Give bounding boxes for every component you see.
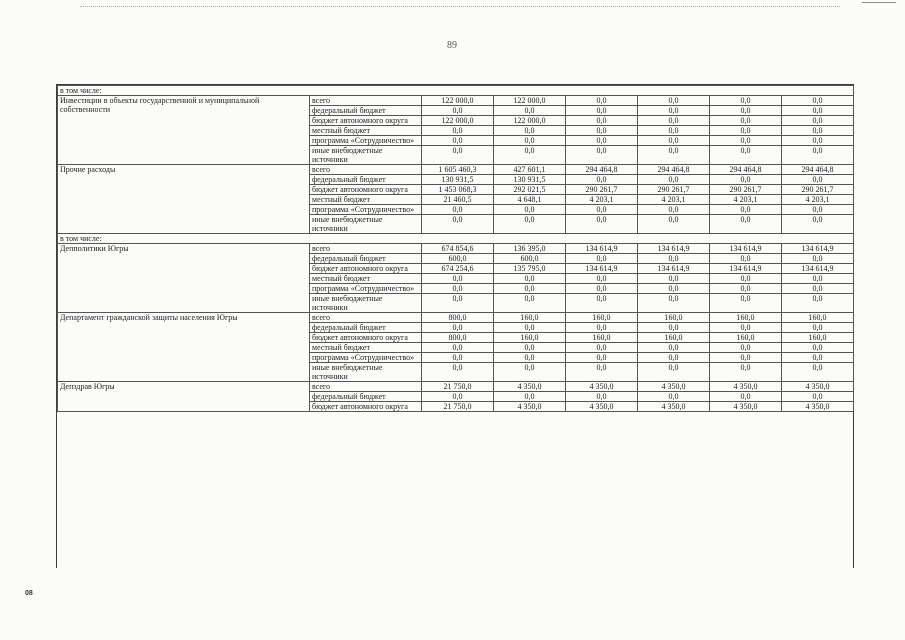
funding-source-cell: федеральный бюджет — [310, 254, 422, 264]
funding-source-cell: всего — [310, 96, 422, 106]
value-cell: 0,0 — [494, 215, 566, 234]
value-cell: 0,0 — [782, 343, 854, 353]
value-cell: 4 203,1 — [710, 195, 782, 205]
funding-source-cell: бюджет автономного округа — [310, 185, 422, 195]
value-cell: 0,0 — [494, 106, 566, 116]
value-cell: 0,0 — [566, 205, 638, 215]
value-cell: 0,0 — [566, 392, 638, 402]
value-cell: 800,0 — [422, 333, 494, 343]
value-cell: 4 350,0 — [566, 402, 638, 412]
value-cell: 294 464,8 — [782, 165, 854, 175]
value-cell: 0,0 — [710, 215, 782, 234]
document-table-frame — [56, 84, 854, 568]
value-cell: 0,0 — [710, 392, 782, 402]
value-cell: 0,0 — [710, 175, 782, 185]
value-cell: 0,0 — [638, 392, 710, 402]
table-row — [58, 165, 854, 175]
value-cell: 0,0 — [494, 136, 566, 146]
value-cell: 134 614,9 — [710, 264, 782, 274]
value-cell: 0,0 — [710, 106, 782, 116]
value-cell: 0,0 — [566, 136, 638, 146]
value-cell: 122 000,0 — [494, 116, 566, 126]
value-cell: 674 854,6 — [422, 244, 494, 254]
value-cell: 0,0 — [638, 116, 710, 126]
value-cell: 1 453 068,3 — [422, 185, 494, 195]
value-cell: 0,0 — [422, 126, 494, 136]
value-cell: 134 614,9 — [782, 244, 854, 254]
value-cell: 0,0 — [638, 363, 710, 382]
value-cell: 21 750,0 — [422, 382, 494, 392]
value-cell: 0,0 — [566, 146, 638, 165]
value-cell: 4 203,1 — [782, 195, 854, 205]
value-cell: 4 350,0 — [494, 382, 566, 392]
value-cell: 134 614,9 — [638, 244, 710, 254]
funding-source-cell: всего — [310, 165, 422, 175]
value-cell: 130 931,5 — [422, 175, 494, 185]
value-cell: 0,0 — [782, 126, 854, 136]
value-cell: 0,0 — [494, 205, 566, 215]
value-cell: 0,0 — [782, 392, 854, 402]
value-cell: 0,0 — [782, 323, 854, 333]
value-cell: 160,0 — [566, 313, 638, 323]
value-cell: 0,0 — [782, 146, 854, 165]
value-cell: 290 261,7 — [566, 185, 638, 195]
value-cell: 294 464,8 — [566, 165, 638, 175]
value-cell: 0,0 — [782, 205, 854, 215]
value-cell: 294 464,8 — [638, 165, 710, 175]
value-cell: 160,0 — [494, 333, 566, 343]
table-row — [58, 382, 854, 392]
value-cell: 0,0 — [422, 106, 494, 116]
value-cell: 0,0 — [782, 116, 854, 126]
value-cell: 0,0 — [638, 215, 710, 234]
value-cell: 0,0 — [422, 215, 494, 234]
value-cell: 0,0 — [422, 284, 494, 294]
value-cell: 4 350,0 — [566, 382, 638, 392]
value-cell: 0,0 — [494, 294, 566, 313]
value-cell: 160,0 — [710, 333, 782, 343]
value-cell: 0,0 — [710, 205, 782, 215]
funding-source-cell: иные внебюджетные источники — [310, 294, 422, 313]
value-cell: 4 350,0 — [638, 402, 710, 412]
value-cell: 0,0 — [422, 136, 494, 146]
value-cell: 0,0 — [566, 106, 638, 116]
value-cell: 0,0 — [638, 274, 710, 284]
value-cell: 0,0 — [638, 146, 710, 165]
value-cell: 4 350,0 — [782, 382, 854, 392]
value-cell: 0,0 — [710, 274, 782, 284]
program-name-cell: Депздрав Югры — [58, 382, 310, 412]
value-cell: 0,0 — [566, 274, 638, 284]
value-cell: 0,0 — [782, 96, 854, 106]
value-cell: 134 614,9 — [638, 264, 710, 274]
funding-source-cell: программа «Сотрудничество» — [310, 136, 422, 146]
value-cell: 4 350,0 — [494, 402, 566, 412]
value-cell: 4 203,1 — [638, 195, 710, 205]
value-cell: 0,0 — [494, 146, 566, 165]
funding-source-cell: программа «Сотрудничество» — [310, 284, 422, 294]
value-cell: 134 614,9 — [566, 244, 638, 254]
value-cell: 4 350,0 — [638, 382, 710, 392]
funding-source-cell: федеральный бюджет — [310, 175, 422, 185]
value-cell: 4 203,1 — [566, 195, 638, 205]
value-cell: 1 605 460,3 — [422, 165, 494, 175]
value-cell: 0,0 — [782, 215, 854, 234]
value-cell: 0,0 — [494, 343, 566, 353]
funding-source-cell: бюджет автономного округа — [310, 402, 422, 412]
value-cell: 0,0 — [422, 343, 494, 353]
funding-source-cell: федеральный бюджет — [310, 323, 422, 333]
funding-source-cell: бюджет автономного округа — [310, 264, 422, 274]
funding-source-cell: программа «Сотрудничество» — [310, 353, 422, 363]
value-cell: 0,0 — [638, 343, 710, 353]
value-cell: 136 395,0 — [494, 244, 566, 254]
value-cell: 0,0 — [710, 294, 782, 313]
budget-table-body — [58, 86, 854, 412]
value-cell: 130 931,5 — [494, 175, 566, 185]
value-cell: 0,0 — [710, 116, 782, 126]
value-cell: 0,0 — [710, 363, 782, 382]
value-cell: 0,0 — [782, 254, 854, 264]
value-cell: 0,0 — [638, 294, 710, 313]
value-cell: 0,0 — [494, 353, 566, 363]
value-cell: 0,0 — [494, 126, 566, 136]
value-cell: 160,0 — [782, 313, 854, 323]
funding-source-cell: местный бюджет — [310, 274, 422, 284]
value-cell: 160,0 — [494, 313, 566, 323]
value-cell: 4 350,0 — [782, 402, 854, 412]
value-cell: 4 350,0 — [710, 402, 782, 412]
value-cell: 600,0 — [422, 254, 494, 264]
value-cell: 0,0 — [710, 136, 782, 146]
value-cell: 0,0 — [638, 126, 710, 136]
value-cell: 0,0 — [494, 284, 566, 294]
value-cell: 0,0 — [638, 136, 710, 146]
value-cell: 0,0 — [710, 146, 782, 165]
value-cell: 0,0 — [566, 254, 638, 264]
value-cell: 0,0 — [566, 96, 638, 106]
value-cell: 290 261,7 — [782, 185, 854, 195]
value-cell: 0,0 — [638, 323, 710, 333]
value-cell: 0,0 — [566, 363, 638, 382]
value-cell: 160,0 — [782, 333, 854, 343]
value-cell: 674 254,6 — [422, 264, 494, 274]
budget-table — [57, 85, 854, 412]
table-row — [58, 313, 854, 323]
program-name-cell: Департамент гражданской защиты населения Югры — [58, 313, 310, 382]
table-row — [58, 244, 854, 254]
value-cell: 0,0 — [422, 392, 494, 402]
value-cell: 600,0 — [494, 254, 566, 264]
value-cell: 294 464,8 — [710, 165, 782, 175]
corner-mark — [862, 2, 896, 3]
value-cell: 122 000,0 — [422, 96, 494, 106]
funding-source-cell: иные внебюджетные источники — [310, 363, 422, 382]
in-total-row — [58, 234, 854, 244]
value-cell: 0,0 — [422, 294, 494, 313]
value-cell: 135 795,0 — [494, 264, 566, 274]
value-cell: 21 750,0 — [422, 402, 494, 412]
value-cell: 122 000,0 — [422, 116, 494, 126]
value-cell: 160,0 — [638, 333, 710, 343]
value-cell: 0,0 — [638, 96, 710, 106]
funding-source-cell: всего — [310, 244, 422, 254]
value-cell: 0,0 — [782, 175, 854, 185]
value-cell: 134 614,9 — [782, 264, 854, 274]
funding-source-cell: иные внебюджетные источники — [310, 215, 422, 234]
value-cell: 0,0 — [566, 175, 638, 185]
value-cell: 0,0 — [782, 363, 854, 382]
program-name-cell: Депполитики Югры — [58, 244, 310, 313]
in-total-label: в том числе: — [58, 86, 854, 96]
value-cell: 122 000,0 — [494, 96, 566, 106]
value-cell: 0,0 — [638, 175, 710, 185]
value-cell: 0,0 — [782, 274, 854, 284]
value-cell: 4 648,1 — [494, 195, 566, 205]
value-cell: 0,0 — [710, 343, 782, 353]
value-cell: 0,0 — [422, 146, 494, 165]
value-cell: 290 261,7 — [710, 185, 782, 195]
funding-source-cell: бюджет автономного округа — [310, 116, 422, 126]
funding-source-cell: иные внебюджетные источники — [310, 146, 422, 165]
table-row — [58, 96, 854, 106]
value-cell: 0,0 — [422, 323, 494, 333]
value-cell: 0,0 — [638, 254, 710, 264]
value-cell: 0,0 — [566, 323, 638, 333]
value-cell: 0,0 — [422, 353, 494, 363]
value-cell: 292 021,5 — [494, 185, 566, 195]
value-cell: 0,0 — [782, 106, 854, 116]
value-cell: 160,0 — [638, 313, 710, 323]
value-cell: 0,0 — [566, 343, 638, 353]
value-cell: 160,0 — [710, 313, 782, 323]
value-cell: 0,0 — [710, 126, 782, 136]
value-cell: 0,0 — [782, 284, 854, 294]
value-cell: 0,0 — [494, 363, 566, 382]
value-cell: 427 601,1 — [494, 165, 566, 175]
value-cell: 0,0 — [494, 323, 566, 333]
funding-source-cell: местный бюджет — [310, 195, 422, 205]
value-cell: 0,0 — [422, 274, 494, 284]
funding-source-cell: программа «Сотрудничество» — [310, 205, 422, 215]
value-cell: 0,0 — [566, 215, 638, 234]
value-cell: 134 614,9 — [710, 244, 782, 254]
value-cell: 290 261,7 — [638, 185, 710, 195]
value-cell: 0,0 — [566, 126, 638, 136]
in-total-row — [58, 86, 854, 96]
value-cell: 0,0 — [782, 136, 854, 146]
value-cell: 0,0 — [422, 363, 494, 382]
value-cell: 0,0 — [566, 353, 638, 363]
program-name-cell: Инвестиции в объекты государственной и муниципальной собственности — [58, 96, 310, 165]
value-cell: 0,0 — [638, 284, 710, 294]
value-cell: 134 614,9 — [566, 264, 638, 274]
value-cell: 0,0 — [422, 205, 494, 215]
funding-source-cell: всего — [310, 382, 422, 392]
value-cell: 0,0 — [638, 205, 710, 215]
value-cell: 0,0 — [566, 116, 638, 126]
value-cell: 0,0 — [494, 392, 566, 402]
scan-streak — [80, 6, 840, 7]
value-cell: 0,0 — [494, 274, 566, 284]
funding-source-cell: федеральный бюджет — [310, 392, 422, 402]
funding-source-cell: местный бюджет — [310, 343, 422, 353]
value-cell: 0,0 — [710, 284, 782, 294]
funding-source-cell: федеральный бюджет — [310, 106, 422, 116]
value-cell: 0,0 — [566, 294, 638, 313]
value-cell: 0,0 — [638, 106, 710, 116]
funding-source-cell: всего — [310, 313, 422, 323]
value-cell: 4 350,0 — [710, 382, 782, 392]
value-cell: 0,0 — [710, 323, 782, 333]
value-cell: 0,0 — [710, 96, 782, 106]
value-cell: 0,0 — [782, 353, 854, 363]
value-cell: 0,0 — [710, 353, 782, 363]
value-cell: 0,0 — [782, 294, 854, 313]
value-cell: 21 460,5 — [422, 195, 494, 205]
value-cell: 0,0 — [638, 353, 710, 363]
footer-mark: 08 — [25, 590, 33, 597]
value-cell: 0,0 — [710, 254, 782, 264]
value-cell: 800,0 — [422, 313, 494, 323]
page-number: 89 — [447, 40, 457, 51]
funding-source-cell: бюджет автономного округа — [310, 333, 422, 343]
value-cell: 160,0 — [566, 333, 638, 343]
funding-source-cell: местный бюджет — [310, 126, 422, 136]
in-total-label: в том числе: — [58, 234, 854, 244]
value-cell: 0,0 — [566, 284, 638, 294]
program-name-cell: Прочие расходы — [58, 165, 310, 234]
